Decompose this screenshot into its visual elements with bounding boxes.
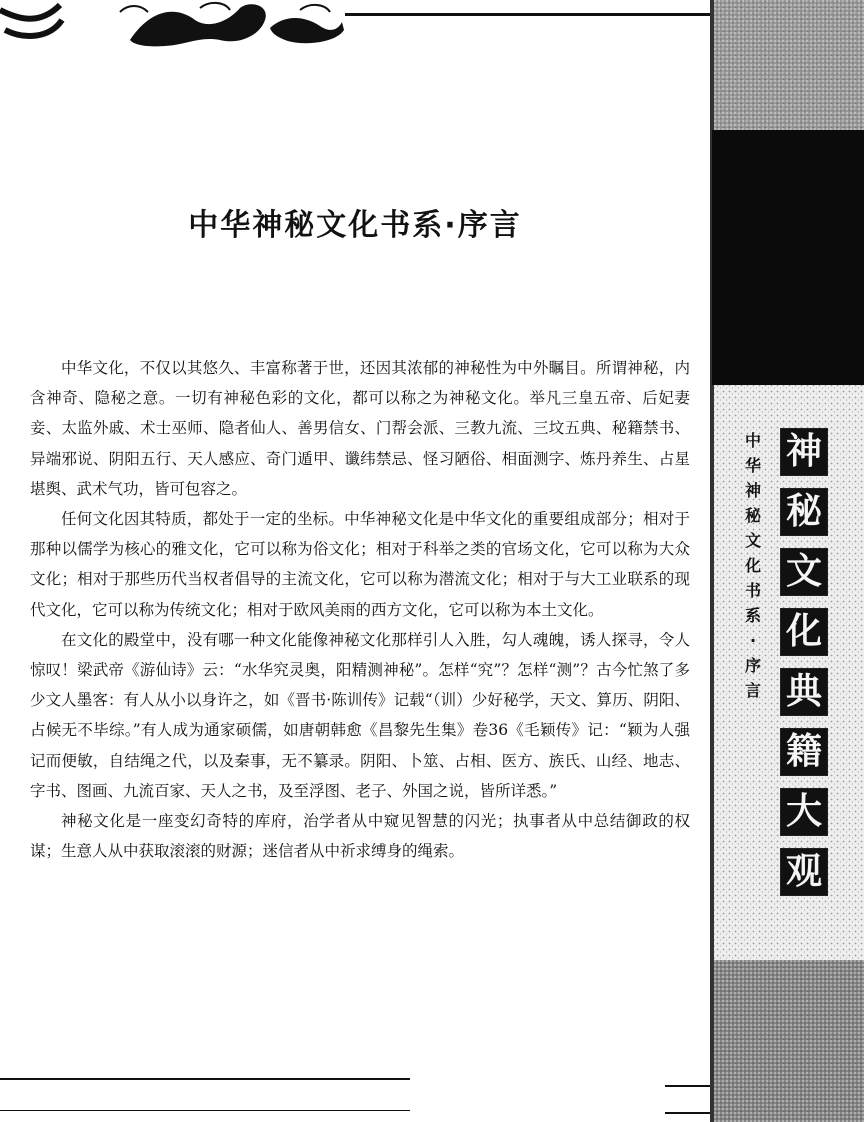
series-char: 化 bbox=[744, 556, 761, 575]
footer-rule bbox=[0, 1078, 410, 1080]
paragraph: 神秘文化是一座变幻奇特的库府，治学者从中窥见智慧的闪光；执事者从中总结御政的权谋；生意人从中获取滚滚的财源；迷信者从中祈求缚身的绳索。 bbox=[30, 812, 690, 861]
series-char: 文 bbox=[744, 531, 761, 550]
series-char: 秘 bbox=[744, 506, 761, 525]
collection-title-char: 秘 bbox=[780, 488, 828, 536]
collection-title-char: 神 bbox=[780, 428, 828, 476]
page-title: 中华神秘文化书系·序言 bbox=[188, 208, 522, 243]
series-char: 序 bbox=[744, 656, 761, 675]
footer-rule bbox=[665, 1112, 715, 1114]
collection-title-char: 化 bbox=[780, 608, 828, 656]
series-char: · bbox=[749, 631, 757, 650]
collection-title-char: 籍 bbox=[780, 728, 828, 776]
footer-rule bbox=[665, 1085, 710, 1087]
header-rule bbox=[345, 13, 710, 16]
paragraph: 中华文化，不仅以其悠久、丰富称著于世，还因其浓郁的神秘性为中外瞩目。所谓神秘，内含神奇、隐秘之意。一切有神秘色彩的文化，都可以称之为神秘文化。举凡三皇五帝、后妃妻妾、太监外戚、术士巫师、隐者仙人、善男信女、门帮会派、三教九流、三坟五典、秘籍禁书、异端邪说、阴阳五行、天人感应、奇门遁甲、谶纬禁忌、怪习陋俗、相面测字、炼丹养生、占星堪舆、武术气功，皆可包容之。 bbox=[30, 359, 690, 498]
footer-rule bbox=[0, 1110, 410, 1111]
paragraph: 在文化的殿堂中，没有哪一种文化能像神秘文化那样引人入胜，勾人魂魄，诱人探寻，令人惊叹！梁武帝《游仙诗》云：“水华究灵奥，阳精测神秘”。怎样“究”？怎样“测”？古今忙煞了多少文人墨客：有人从小以身许之，如《晋书·陈训传》记载“（训）少好秘学，天文、算历、阴阳、占候无不毕综。”有人成为通家硕儒，如唐朝韩愈《昌黎先生集》卷36《毛颖传》记：“颖为人强记而便敏，自结绳之代，以及秦事，无不纂录。阴阳、卜筮、占相、医方、族氏、山经、地志、字书、图画、九流百家、天人之书，及至浮图、老子、外国之说，皆所详悉。” bbox=[30, 630, 690, 800]
series-char: 中 bbox=[744, 431, 761, 450]
series-char: 系 bbox=[744, 606, 761, 625]
dragon-cloud-ornament-icon bbox=[0, 0, 345, 50]
margin-black-tab bbox=[712, 130, 864, 385]
series-char: 言 bbox=[744, 681, 761, 700]
series-char: 华 bbox=[744, 456, 761, 475]
series-label bbox=[742, 428, 764, 703]
paragraph: 任何文化因其特质，都处于一定的坐标。中华神秘文化是中华文化的重要组成部分；相对于那种以儒学为核心的雅文化，它可以称为俗文化；相对于科举之类的官场文化，它可以称为大众文化；相对于那些历代当权者倡导的主流文化，它可以称为潜流文化；相对于与大工业联系的现代文化，它可以称为传统文化；相对于欧风美雨的西方文化，它可以称为本土文化。 bbox=[30, 510, 690, 619]
preface-body bbox=[30, 353, 690, 866]
collection-title-char: 典 bbox=[780, 668, 828, 716]
collection-title bbox=[780, 428, 828, 908]
collection-title-char: 大 bbox=[780, 788, 828, 836]
collection-title-char: 文 bbox=[780, 548, 828, 596]
series-char: 神 bbox=[744, 481, 761, 500]
series-char: 书 bbox=[744, 581, 761, 600]
collection-title-char: 观 bbox=[780, 848, 828, 896]
